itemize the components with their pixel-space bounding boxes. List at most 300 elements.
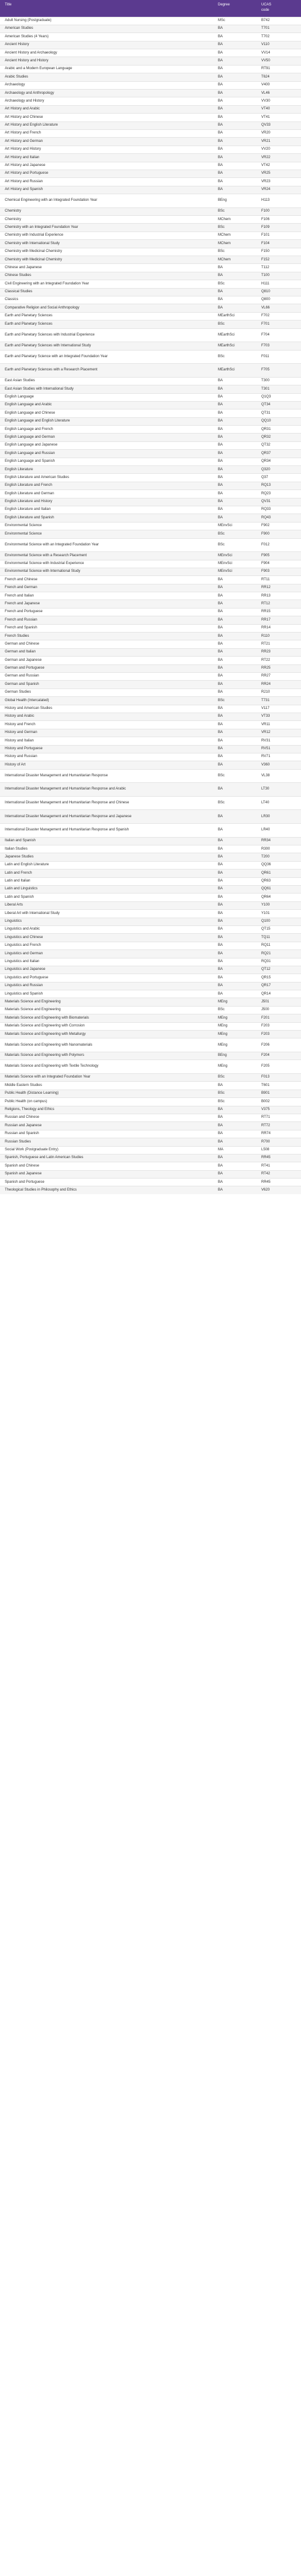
table-row	[0, 901, 301, 909]
course-title-cell: Chemical Engineering with an Integrated Foundation Year	[0, 194, 213, 208]
course-title-cell: Civil Engineering with an Integrated Foundation Year	[0, 280, 213, 288]
course-title-cell: German and Italian	[0, 648, 213, 656]
degree-cell: BA	[213, 664, 256, 672]
ucas-code-cell: F106	[256, 216, 301, 224]
ucas-code-cell: QQ36	[256, 861, 301, 869]
table-row	[0, 584, 301, 592]
ucas-code-cell: RT71	[256, 1114, 301, 1121]
course-title-cell: Russian and Chinese	[0, 1114, 213, 1121]
table-row	[0, 934, 301, 942]
course-title-cell: American Studies	[0, 25, 213, 32]
course-title-cell: Chemistry with Medicinal Chemistry	[0, 256, 213, 264]
course-title-cell: French and Russian	[0, 616, 213, 624]
course-title-cell: Linguistics and French	[0, 942, 213, 949]
ucas-code-cell: LR30	[256, 810, 301, 824]
course-title-cell: Social Work (Postgraduate Entry)	[0, 1146, 213, 1154]
ucas-code-cell: RQ43	[256, 514, 301, 522]
degree-cell: BA	[213, 138, 256, 146]
degree-cell: BA	[213, 672, 256, 680]
table-row	[0, 1138, 301, 1146]
ucas-header-line2: code	[261, 8, 270, 12]
degree-cell: BA	[213, 458, 256, 465]
ucas-code-cell: QT34	[256, 401, 301, 409]
degree-cell: MEng	[213, 1060, 256, 1074]
course-title-cell: Archaeology and Anthropology	[0, 90, 213, 97]
course-title-cell: History and French	[0, 721, 213, 729]
table-row	[0, 974, 301, 982]
course-title-cell: French and Chinese	[0, 576, 213, 584]
table-row	[0, 114, 301, 121]
table-row	[0, 885, 301, 893]
table-row	[0, 65, 301, 73]
table-row	[0, 409, 301, 417]
course-title-cell: English Language and Japanese	[0, 441, 213, 449]
ucas-code-cell: F104	[256, 240, 301, 248]
course-title-cell: German and Japanese	[0, 657, 213, 664]
table-row	[0, 146, 301, 153]
table-row	[0, 328, 301, 342]
course-title-cell: Chemistry with International Study	[0, 240, 213, 248]
ucas-code-cell: VR22	[256, 154, 301, 162]
course-title-cell: History and Portuguese	[0, 745, 213, 753]
table-row	[0, 592, 301, 600]
degree-cell: BA	[213, 640, 256, 648]
course-title-cell: Chemistry	[0, 216, 213, 224]
degree-cell: BSc	[213, 697, 256, 705]
ucas-code-cell: F705	[256, 364, 301, 378]
table-row	[0, 441, 301, 449]
degree-cell: BA	[213, 1082, 256, 1090]
course-title-cell: Linguistics and Russian	[0, 982, 213, 990]
table-row	[0, 482, 301, 489]
table-row	[0, 729, 301, 737]
ucas-code-cell: R110	[256, 633, 301, 640]
degree-cell: BSc	[213, 1006, 256, 1014]
degree-cell: BA	[213, 1106, 256, 1114]
degree-cell: BSc	[213, 207, 256, 215]
ucas-code-cell: RR74	[256, 1130, 301, 1138]
degree-cell: BA	[213, 837, 256, 845]
course-title-cell: English Language and English Literature	[0, 417, 213, 425]
degree-cell: BA	[213, 401, 256, 409]
degree-cell: BSc	[213, 350, 256, 364]
table-row	[0, 1154, 301, 1162]
course-title-cell: English Language and French	[0, 426, 213, 434]
course-title-cell: English Literature and Italian	[0, 506, 213, 514]
ucas-code-cell: F201	[256, 1014, 301, 1022]
degree-cell: BA	[213, 869, 256, 877]
ucas-code-cell: Y100	[256, 901, 301, 909]
course-title-cell: Materials Science and Engineering with Corrosion	[0, 1022, 213, 1030]
table-row	[0, 942, 301, 949]
table-row	[0, 640, 301, 648]
course-title-cell: Chemistry with an Integrated Foundation Year	[0, 224, 213, 232]
degree-cell: BA	[213, 713, 256, 720]
course-title-cell: Latin and Linguistics	[0, 885, 213, 893]
course-title-cell: Spanish, Portuguese and Latin American Studies	[0, 1154, 213, 1162]
ucas-code-column-header	[256, 0, 301, 17]
degree-cell: BA	[213, 288, 256, 296]
degree-cell: MChem	[213, 256, 256, 264]
degree-cell: BA	[213, 272, 256, 280]
degree-cell: BA	[213, 114, 256, 121]
degree-cell: BA	[213, 474, 256, 482]
course-title-cell: Latin and French	[0, 869, 213, 877]
course-title-cell: American Studies (4 Years)	[0, 33, 213, 41]
degree-cell: BA	[213, 600, 256, 608]
ucas-code-cell: QV33	[256, 121, 301, 129]
degree-cell: BA	[213, 409, 256, 417]
course-title-cell: Linguistics and Portuguese	[0, 974, 213, 982]
degree-cell: BA	[213, 105, 256, 113]
course-title-cell: Environmental Science with International Study	[0, 568, 213, 575]
course-title-cell: French and Italian	[0, 592, 213, 600]
ucas-code-cell: RQ11	[256, 942, 301, 949]
ucas-code-cell: QV31	[256, 498, 301, 506]
ucas-code-cell: R700	[256, 1138, 301, 1146]
ucas-code-cell: RR25	[256, 664, 301, 672]
ucas-code-cell: VR21	[256, 138, 301, 146]
table-row	[0, 600, 301, 608]
course-title-cell: Spanish and Japanese	[0, 1170, 213, 1178]
course-title-cell: Liberal Art with International Study	[0, 910, 213, 918]
degree-cell: BA	[213, 178, 256, 186]
ucas-code-cell: RV31	[256, 737, 301, 745]
degree-cell: BA	[213, 417, 256, 425]
ucas-code-cell: QT31	[256, 409, 301, 417]
course-title-cell: Liberal Arts	[0, 901, 213, 909]
table-row	[0, 474, 301, 482]
course-title-cell: Earth and Planetary Sciences	[0, 320, 213, 328]
course-title-cell: Environmental Science	[0, 530, 213, 538]
degree-cell: BA	[213, 990, 256, 998]
degree-cell: MEnvSci	[213, 552, 256, 560]
course-title-cell: Art History and German	[0, 138, 213, 146]
course-title-cell: Linguistics and Arabic	[0, 925, 213, 933]
degree-cell: BA	[213, 592, 256, 600]
course-title-cell: Linguistics and Spanish	[0, 990, 213, 998]
degree-cell: BEng	[213, 194, 256, 208]
ucas-code-cell: R300	[256, 845, 301, 853]
ucas-code-cell: Y101	[256, 910, 301, 918]
degree-cell: BA	[213, 925, 256, 933]
table-row	[0, 705, 301, 713]
degree-cell: MEnvSci	[213, 568, 256, 575]
table-row	[0, 783, 301, 797]
course-title-cell: Environmental Science with Industrial Experience	[0, 560, 213, 568]
course-title-cell: Italian Studies	[0, 845, 213, 853]
degree-cell: BSc	[213, 538, 256, 552]
degree-cell: BA	[213, 958, 256, 966]
table-row	[0, 129, 301, 137]
table-row	[0, 633, 301, 640]
table-row	[0, 1146, 301, 1154]
course-title-cell: English Language and Russian	[0, 450, 213, 458]
degree-cell: BA	[213, 377, 256, 385]
degree-cell: BA	[213, 721, 256, 729]
course-title-cell: German and Portuguese	[0, 664, 213, 672]
ucas-code-cell: VR12	[256, 729, 301, 737]
degree-cell: BA	[213, 1170, 256, 1178]
course-title-cell: Earth and Planetary Science with an Integrated Foundation Year	[0, 350, 213, 364]
table-row	[0, 845, 301, 853]
ucas-code-cell: RR12	[256, 584, 301, 592]
ucas-code-cell: QR32	[256, 434, 301, 441]
degree-cell: BA	[213, 186, 256, 194]
course-title-cell: English Literature	[0, 466, 213, 474]
course-title-cell: Archaeology	[0, 81, 213, 89]
ucas-code-cell: VV20	[256, 146, 301, 153]
ucas-code-cell: RT41	[256, 1162, 301, 1170]
degree-cell: BEng	[213, 1052, 256, 1060]
degree-cell: BSc	[213, 1073, 256, 1081]
table-row	[0, 178, 301, 186]
course-title-cell: French and German	[0, 584, 213, 592]
course-title-cell: Italian and Spanish	[0, 837, 213, 845]
ucas-code-cell: F203	[256, 1031, 301, 1038]
courses-table	[0, 0, 301, 1194]
ucas-code-cell: T731	[256, 697, 301, 705]
course-title-cell: English Language	[0, 393, 213, 401]
degree-cell: BA	[213, 498, 256, 506]
table-row	[0, 466, 301, 474]
course-title-cell: French Studies	[0, 633, 213, 640]
ucas-code-cell: RT72	[256, 1122, 301, 1130]
degree-cell: BA	[213, 90, 256, 97]
degree-cell: BA	[213, 1122, 256, 1130]
degree-cell: BA	[213, 162, 256, 170]
ucas-code-cell: F152	[256, 256, 301, 264]
degree-cell: BA	[213, 506, 256, 514]
course-title-cell: Environmental Science	[0, 522, 213, 530]
table-row	[0, 232, 301, 239]
ucas-code-cell: QQ10	[256, 417, 301, 425]
degree-cell: BA	[213, 170, 256, 177]
table-row	[0, 401, 301, 409]
table-row	[0, 769, 301, 783]
ucas-code-cell: F013	[256, 1073, 301, 1081]
course-title-cell: Earth and Planetary Sciences with a Research Placement	[0, 364, 213, 378]
table-row	[0, 608, 301, 616]
degree-cell: BA	[213, 129, 256, 137]
table-row	[0, 97, 301, 105]
course-title-cell: English Language and German	[0, 434, 213, 441]
degree-cell: BA	[213, 1138, 256, 1146]
ucas-code-cell: RR27	[256, 672, 301, 680]
degree-cell: BA	[213, 783, 256, 797]
degree-cell: BSc	[213, 530, 256, 538]
table-row	[0, 568, 301, 575]
ucas-code-cell: VV14	[256, 49, 301, 57]
table-row	[0, 990, 301, 998]
table-row	[0, 1090, 301, 1097]
table-row	[0, 1162, 301, 1170]
degree-cell: BA	[213, 877, 256, 885]
table-row	[0, 1114, 301, 1121]
table-row	[0, 1106, 301, 1114]
table-row	[0, 861, 301, 869]
course-title-cell: English Literature and History	[0, 498, 213, 506]
ucas-code-cell: RR14	[256, 624, 301, 632]
ucas-code-cell: T601	[256, 1082, 301, 1090]
degree-cell: BA	[213, 745, 256, 753]
course-title-cell: Global Health (Intercalated)	[0, 697, 213, 705]
course-title-cell: Russian and Japanese	[0, 1122, 213, 1130]
degree-cell: MSc	[213, 17, 256, 25]
course-title-cell: Art History and Portuguese	[0, 170, 213, 177]
course-title-cell: Materials Science and Engineering with Nanomaterials	[0, 1038, 213, 1052]
degree-cell: BA	[213, 950, 256, 958]
table-row	[0, 552, 301, 560]
degree-cell: BA	[213, 982, 256, 990]
table-row	[0, 918, 301, 925]
table-row	[0, 393, 301, 401]
table-row	[0, 458, 301, 465]
degree-cell: BSc	[213, 280, 256, 288]
table-row	[0, 288, 301, 296]
ucas-code-cell: H113	[256, 194, 301, 208]
table-row	[0, 1022, 301, 1030]
degree-cell: MA	[213, 1146, 256, 1154]
degree-cell: BA	[213, 918, 256, 925]
ucas-code-cell: VV30	[256, 97, 301, 105]
degree-cell: BA	[213, 49, 256, 57]
ucas-code-cell: RQ33	[256, 506, 301, 514]
course-title-cell: French and Japanese	[0, 600, 213, 608]
ucas-code-cell: VL66	[256, 304, 301, 312]
ucas-code-cell: RT11	[256, 576, 301, 584]
course-title-cell: Arabic and a Modern European Language	[0, 65, 213, 73]
table-row	[0, 256, 301, 264]
ucas-code-cell: V110	[256, 41, 301, 49]
ucas-code-cell: RR15	[256, 608, 301, 616]
table-row	[0, 1179, 301, 1186]
degree-cell: BA	[213, 974, 256, 982]
course-title-cell: Ancient History	[0, 41, 213, 49]
course-title-cell: Earth and Planetary Sciences with Industrial Experience	[0, 328, 213, 342]
course-title-cell: Art History and Arabic	[0, 105, 213, 113]
table-row	[0, 194, 301, 208]
degree-cell: BA	[213, 1130, 256, 1138]
ucas-code-cell: T300	[256, 377, 301, 385]
table-row	[0, 73, 301, 81]
table-row	[0, 1060, 301, 1074]
course-title-cell: French and Spanish	[0, 624, 213, 632]
ucas-code-cell: QR63	[256, 877, 301, 885]
table-row	[0, 138, 301, 146]
table-row	[0, 745, 301, 753]
degree-cell: MEng	[213, 1022, 256, 1030]
ucas-code-cell: F905	[256, 552, 301, 560]
degree-cell: BA	[213, 304, 256, 312]
course-title-cell: Middle Eastern Studies	[0, 1082, 213, 1090]
ucas-code-cell: T702	[256, 33, 301, 41]
course-title-cell: Earth and Planetary Sciences with International Study	[0, 342, 213, 350]
ucas-code-cell: RQ31	[256, 958, 301, 966]
ucas-code-cell: T100	[256, 272, 301, 280]
course-title-cell: Classics	[0, 296, 213, 304]
course-title-cell: Chemistry with Industrial Experience	[0, 232, 213, 239]
table-row	[0, 538, 301, 552]
ucas-code-cell: RQ23	[256, 490, 301, 498]
course-title-cell: History and German	[0, 729, 213, 737]
ucas-code-cell: F701	[256, 320, 301, 328]
degree-cell: BA	[213, 861, 256, 869]
ucas-code-cell: RT42	[256, 1170, 301, 1178]
table-row	[0, 33, 301, 41]
degree-cell: BSc	[213, 1098, 256, 1106]
course-title-cell: English Language and Spanish	[0, 458, 213, 465]
table-row	[0, 950, 301, 958]
degree-cell: BA	[213, 121, 256, 129]
course-title-cell: Art History and Chinese	[0, 114, 213, 121]
course-title-cell: Materials Science and Engineering with Biomaterials	[0, 1014, 213, 1022]
degree-cell: MEarthSci	[213, 328, 256, 342]
degree-cell: BA	[213, 57, 256, 65]
degree-cell: BA	[213, 705, 256, 713]
degree-cell: BSc	[213, 248, 256, 256]
table-row	[0, 1186, 301, 1194]
table-row	[0, 910, 301, 918]
degree-cell: BA	[213, 688, 256, 696]
degree-cell: BA	[213, 1186, 256, 1194]
table-row	[0, 664, 301, 672]
ucas-code-cell: RR45	[256, 1179, 301, 1186]
ucas-code-cell: F100	[256, 207, 301, 215]
course-title-cell: Environmental Science with an Integrated Foundation Year	[0, 538, 213, 552]
ucas-code-cell: RQ21	[256, 950, 301, 958]
course-title-cell: Art History and History	[0, 146, 213, 153]
ucas-code-cell: VT40	[256, 105, 301, 113]
table-row	[0, 1130, 301, 1138]
ucas-code-cell: F902	[256, 522, 301, 530]
table-row	[0, 1014, 301, 1022]
table-row	[0, 417, 301, 425]
degree-cell: BA	[213, 910, 256, 918]
degree-cell: BA	[213, 426, 256, 434]
course-title-cell: Art History and Italian	[0, 154, 213, 162]
course-title-cell: Japanese Studies	[0, 853, 213, 861]
table-row	[0, 385, 301, 393]
table-row	[0, 41, 301, 49]
course-title-cell: Latin and English Literature	[0, 861, 213, 869]
degree-cell: BA	[213, 146, 256, 153]
degree-cell: BA	[213, 608, 256, 616]
course-title-cell: Chemistry with Medicinal Chemistry	[0, 248, 213, 256]
ucas-code-cell: Q320	[256, 466, 301, 474]
degree-cell: BA	[213, 154, 256, 162]
ucas-code-cell: Q1Q3	[256, 393, 301, 401]
table-row	[0, 753, 301, 761]
ucas-code-cell: F012	[256, 538, 301, 552]
course-title-cell: Russian and Spanish	[0, 1130, 213, 1138]
ucas-code-cell: QQ61	[256, 885, 301, 893]
ucas-code-cell: Q800	[256, 296, 301, 304]
table-row	[0, 216, 301, 224]
degree-cell: MChem	[213, 232, 256, 239]
course-title-cell: Latin and Spanish	[0, 894, 213, 901]
course-title-cell: Public Health (Distance Learning)	[0, 1090, 213, 1097]
course-title-cell: German and Chinese	[0, 640, 213, 648]
course-title-cell: Materials Science and Engineering	[0, 1006, 213, 1014]
ucas-code-cell: F205	[256, 1060, 301, 1074]
table-row	[0, 1006, 301, 1014]
table-row	[0, 25, 301, 32]
degree-cell: BA	[213, 33, 256, 41]
degree-cell: BSc	[213, 320, 256, 328]
table-row	[0, 796, 301, 810]
degree-cell: BA	[213, 73, 256, 81]
